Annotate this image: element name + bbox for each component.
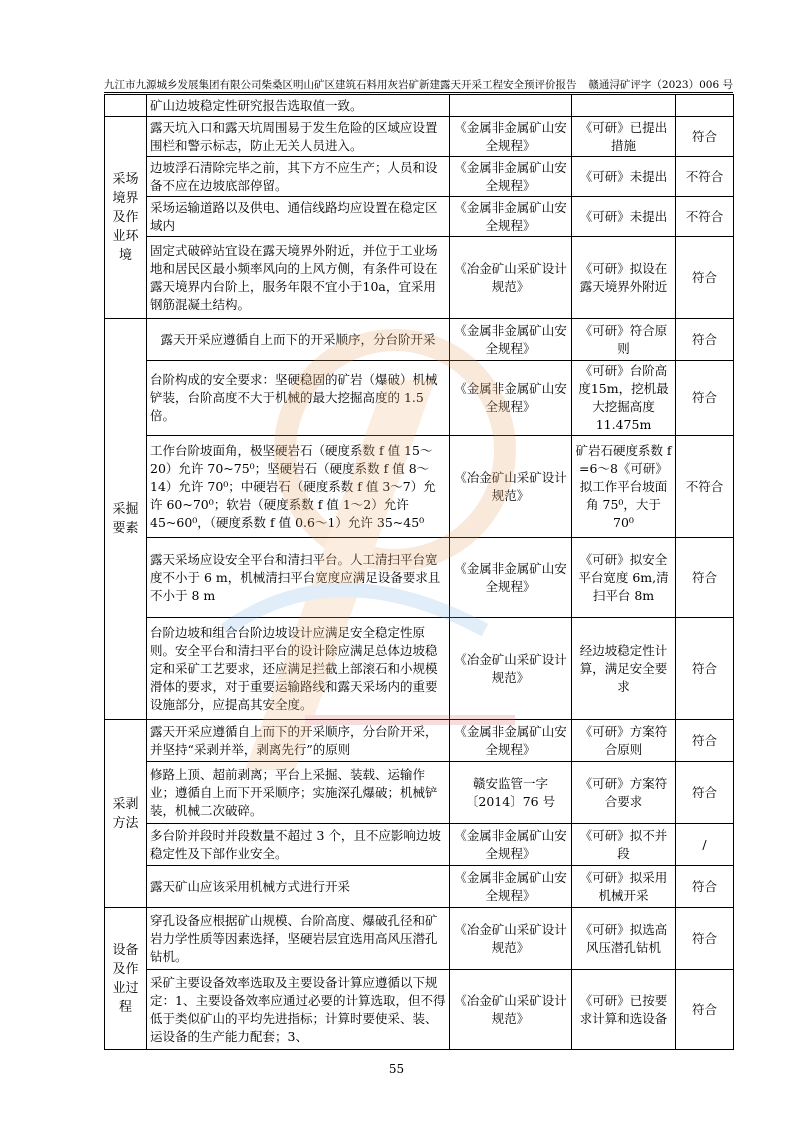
table-row xyxy=(105,95,734,117)
table-row xyxy=(105,197,734,237)
basis-cell: 《金属非金属矿山安全规程》 xyxy=(450,157,572,197)
status-cell: 《可研》拟不并段 xyxy=(572,824,676,866)
table-row xyxy=(105,436,734,538)
header-report-number: 赣通浔矿评字（2023）006 号 xyxy=(588,79,733,91)
table-row xyxy=(105,866,734,908)
table-row xyxy=(105,157,734,197)
table-row xyxy=(105,319,734,361)
result-cell: 符合 xyxy=(676,720,734,762)
basis-cell: 《冶金矿山采矿设计规范》 xyxy=(450,237,572,319)
requirement-cell: 修路上顶、超前剥离；平台上采掘、装载、运输作业；遵循自上而下开采顺序；实施深孔爆破；机械铲装，机械二次破碎。 xyxy=(147,762,450,824)
requirement-cell: 工作台阶坡面角，极坚硬岩石（硬度系数 f 值 15～20）允许 70~75⁰；坚硬岩石（硬度系数 f 值 8～14）允许 70⁰；中硬岩石（硬度系数 f 值 3～7）允许 60~70⁰；软岩（硬度系数 f 值 1～2）允许 45~60⁰，（硬度系数 f 值 0.6～1）允许 35~45⁰ xyxy=(147,436,450,538)
category-equipment: 设备及作业过程 xyxy=(105,908,147,1050)
status-cell: 《可研》拟采用机械开采 xyxy=(572,866,676,908)
table-row xyxy=(105,720,734,762)
requirement-cell: 露天采场应设安全平台和清扫平台。人工清扫平台宽度不小于 6 m，机械清扫平台宽度应满足设备要求且不小于 8 m xyxy=(147,538,450,618)
result-cell: 符合 xyxy=(676,908,734,970)
safety-checklist-table xyxy=(104,94,734,1050)
status-cell: 《可研》符合原则 xyxy=(572,319,676,361)
basis-cell: 《金属非金属矿山安全规程》 xyxy=(450,319,572,361)
status-cell: 《可研》方案符合要求 xyxy=(572,762,676,824)
status-cell: 《可研》方案符合原则 xyxy=(572,720,676,762)
status-cell: 《可研》拟设在露天境界外附近 xyxy=(572,237,676,319)
result-cell: 不符合 xyxy=(676,157,734,197)
category-mining: 采掘要素 xyxy=(105,319,147,720)
result-cell: 符合 xyxy=(676,237,734,319)
page-header xyxy=(104,78,733,93)
requirement-cell: 露天开采应遵循自上而下的开采顺序，分台阶开采，并坚持“采剥并举，剥离先行”的原则 xyxy=(147,720,450,762)
status-cell: 《可研》未提出 xyxy=(572,157,676,197)
table-row xyxy=(105,538,734,618)
requirement-cell: 露天坑入口和露天坑周围易于发生危险的区域应设置围栏和警示标志，防止无关人员进入。 xyxy=(147,117,450,157)
result-cell: 符合 xyxy=(676,538,734,618)
result-cell: 符合 xyxy=(676,361,734,436)
basis-cell: 《金属非金属矿山安全规程》 xyxy=(450,538,572,618)
result-cell: 符合 xyxy=(676,117,734,157)
basis-cell: 《金属非金属矿山安全规程》 xyxy=(450,720,572,762)
basis-cell: 赣安监管一字〔2014〕76 号 xyxy=(450,762,572,824)
result-cell: / xyxy=(676,824,734,866)
table-row xyxy=(105,361,734,436)
result-cell: 符合 xyxy=(676,866,734,908)
requirement-cell: 固定式破碎站宜设在露天境界外附近，并位于工业场地和居民区最小频率风向的上风方侧，有条件可设在露天境界内台阶上，服务年限不宜小于10a，宜采用钢筋混凝土结构。 xyxy=(147,237,450,319)
category-workplace: 采场境界及作业环境 xyxy=(105,117,147,319)
basis-cell: 《金属非金属矿山安全规程》 xyxy=(450,117,572,157)
table-row xyxy=(105,970,734,1050)
table-row xyxy=(105,618,734,720)
basis-cell: 《冶金矿山采矿设计规范》 xyxy=(450,618,572,720)
status-cell: 《可研》未提出 xyxy=(572,197,676,237)
requirement-cell: 采矿主要设备效率选取及主要设备计算应遵循以下规定：1、主要设备效率应通过必要的计算选取，但不得低于类似矿山的平均先进指标；计算时要使采、装、运设备的生产能力配套；3、 xyxy=(147,970,450,1050)
table-row xyxy=(105,762,734,824)
basis-cell: 《金属非金属矿山安全规程》 xyxy=(450,866,572,908)
status-cell: 《可研》拟选高风压潜孔钻机 xyxy=(572,908,676,970)
result-cell: 不符合 xyxy=(676,436,734,538)
result-cell: 符合 xyxy=(676,970,734,1050)
table-row xyxy=(105,908,734,970)
status-cell: 《可研》台阶高度15m，挖机最大挖掘高度 11.475m xyxy=(572,361,676,436)
basis-cell: 《冶金矿山采矿设计规范》 xyxy=(450,908,572,970)
result-cell: 符合 xyxy=(676,618,734,720)
status-cell: 矿岩石硬度系数 f =6～8《可研》拟工作平台坡面角 75⁰，大于 70⁰ xyxy=(572,436,676,538)
requirement-cell: 台阶边坡和组合台阶边坡设计应满足安全稳定性原则。安全平台和清扫平台的设计除应满足总体边坡稳定和采矿工艺要求，还应满足拦截上部滚石和小规模滑体的要求，对于重要运输路线和露天采场内的重要设施部分，应提高其安全度。 xyxy=(147,618,450,720)
requirement-cell: 多台阶并段时并段数量不超过 3 个，且不应影响边坡稳定性及下部作业安全。 xyxy=(147,824,450,866)
result-cell: 符合 xyxy=(676,319,734,361)
basis-cell: 《金属非金属矿山安全规程》 xyxy=(450,824,572,866)
result-cell: 符合 xyxy=(676,762,734,824)
status-cell: 经边坡稳定性计算，满足安全要求 xyxy=(572,618,676,720)
requirement-cell: 露天矿山应该采用机械方式进行开采 xyxy=(147,866,450,908)
status-cell: 《可研》已按要求计算和选设备 xyxy=(572,970,676,1050)
status-cell: 《可研》拟安全平台宽度 6m,清扫平台 8m xyxy=(572,538,676,618)
requirement-cell: 边坡浮石清除完毕之前，其下方不应生产；人员和设备不应在边坡底部停留。 xyxy=(147,157,450,197)
table-row xyxy=(105,824,734,866)
requirement-cell: 矿山边坡稳定性研究报告选取值一致。 xyxy=(147,95,450,117)
basis-cell: 《金属非金属矿山安全规程》 xyxy=(450,361,572,436)
category-method: 采剥方法 xyxy=(105,720,147,908)
basis-cell: 《冶金矿山采矿设计规范》 xyxy=(450,970,572,1050)
page-number: 55 xyxy=(388,1062,405,1076)
requirement-cell: 台阶构成的安全要求：坚硬稳固的矿岩（爆破）机械铲装，台阶高度不大于机械的最大挖掘高度的 1.5 倍。 xyxy=(147,361,450,436)
basis-cell xyxy=(450,95,572,117)
result-cell: 不符合 xyxy=(676,197,734,237)
header-report-title: 九江市九源城乡发展集团有限公司柴桑区明山矿区建筑石料用灰岩矿新建露天开采工程安全预评价报告 xyxy=(104,79,577,91)
status-cell: 《可研》已提出措施 xyxy=(572,117,676,157)
category-cell-empty xyxy=(105,95,147,117)
result-cell xyxy=(676,95,734,117)
requirement-cell: 采场运输道路以及供电、通信线路均应设置在稳定区域内 xyxy=(147,197,450,237)
table-row xyxy=(105,237,734,319)
requirement-cell: 露天开采应遵循自上而下的开采顺序，分台阶开采 xyxy=(147,319,450,361)
basis-cell: 《金属非金属矿山安全规程》 xyxy=(450,197,572,237)
status-cell xyxy=(572,95,676,117)
basis-cell: 《冶金矿山采矿设计规范》 xyxy=(450,436,572,538)
table-row xyxy=(105,117,734,157)
requirement-cell: 穿孔设备应根据矿山规模、台阶高度、爆破孔径和矿岩力学性质等因素选择，坚硬岩层宜选用高风压潜孔钻机。 xyxy=(147,908,450,970)
